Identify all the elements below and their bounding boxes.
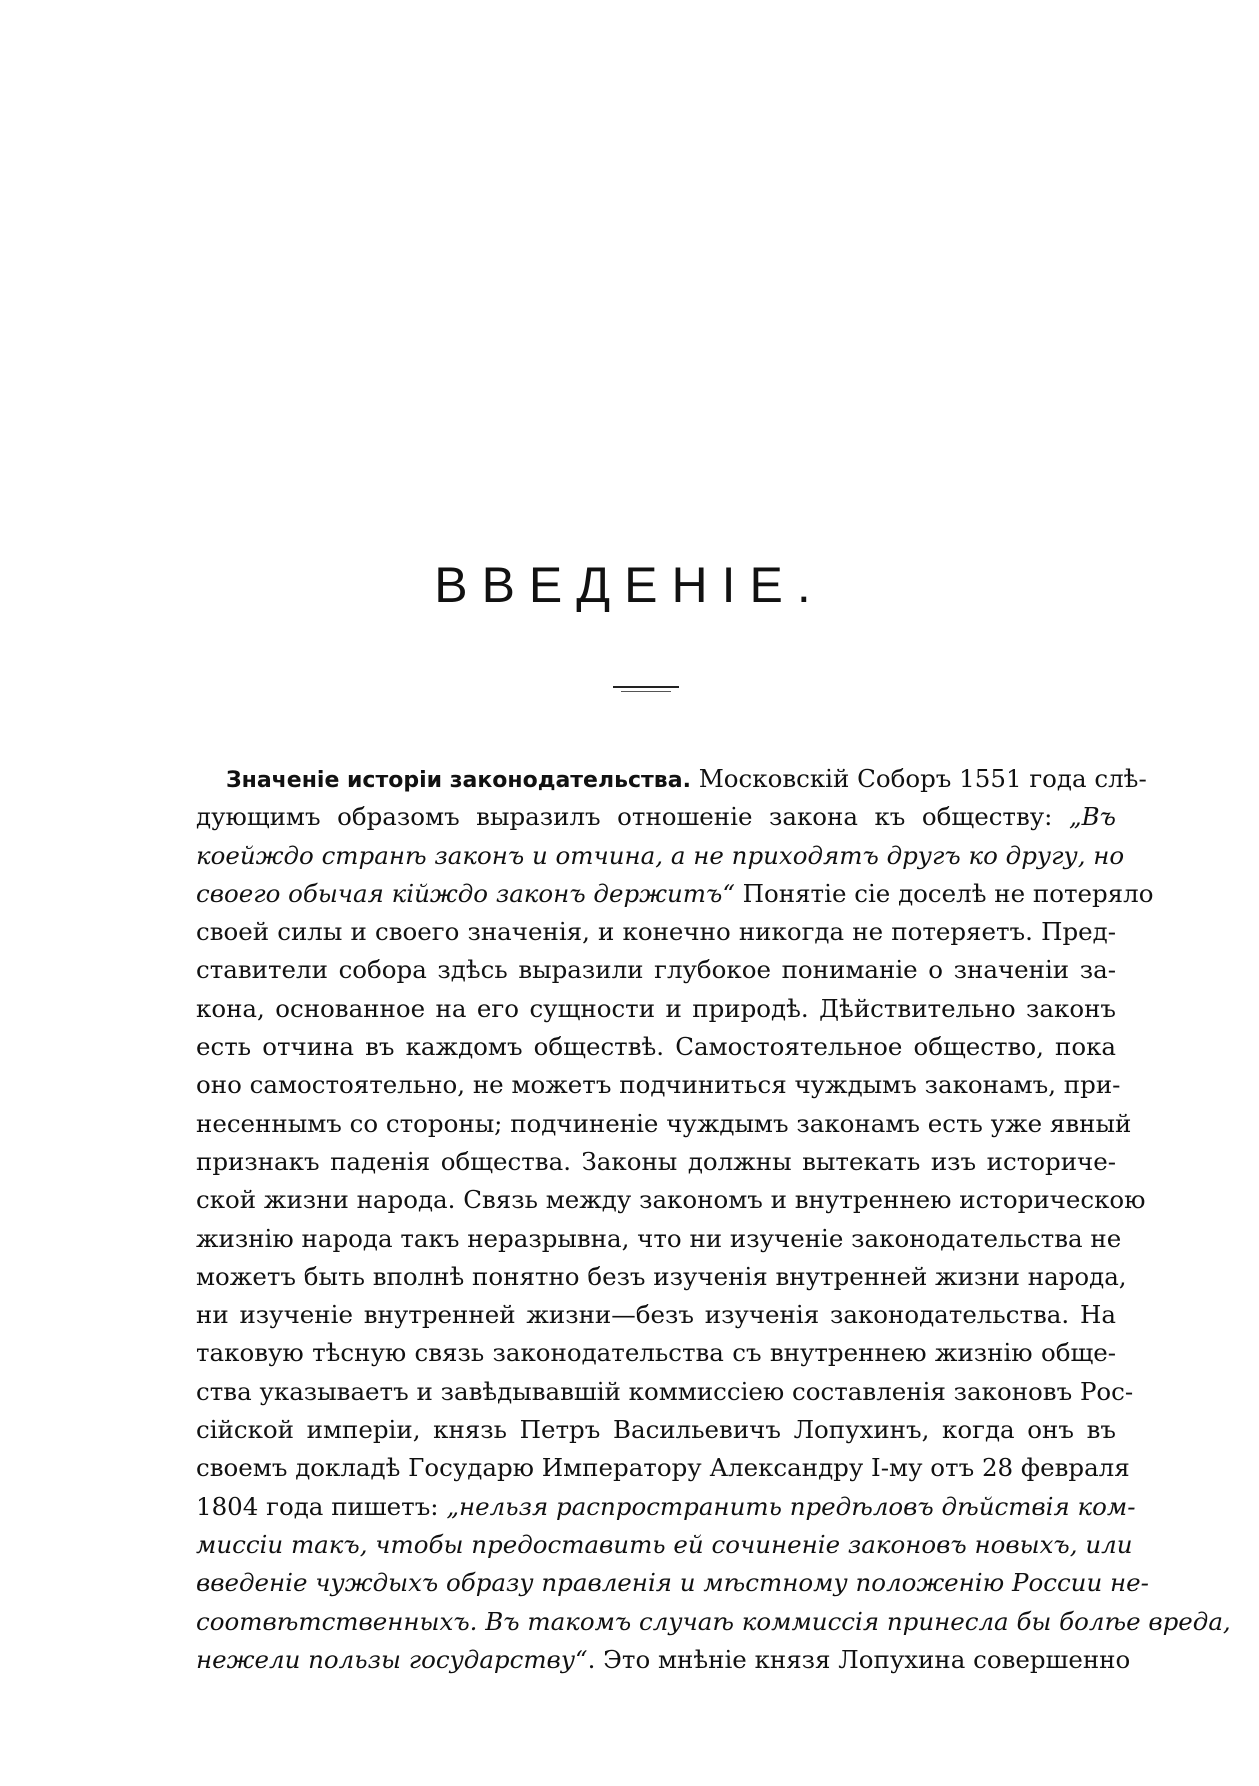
- paragraph-line: [196, 1564, 1149, 1602]
- paragraph-line: [196, 875, 1154, 913]
- paragraph-line: [196, 1296, 1116, 1334]
- line-text: признакъ паденія общества. Законы должны вытекать изъ историче-: [196, 1146, 1116, 1176]
- line-text: есть отчина въ каждомъ обществѣ. Самостоятельное общество, пока: [196, 1032, 1116, 1062]
- line-text: своемъ докладѣ Государю Императору Александру I-му отъ 28 февраля: [196, 1453, 1130, 1483]
- chapter-title: ВВЕДЕНІЕ.: [434, 557, 825, 613]
- italic-quote-text: своего обычая кійждо законъ держитъ“: [196, 878, 735, 908]
- line-text: кона, основанное на его сущности и природѣ. Дѣйствительно законъ: [196, 993, 1116, 1023]
- title-divider-under: [621, 691, 671, 692]
- line-text: Московскій Соборъ 1551 года слѣ-: [698, 764, 1147, 793]
- line-text: ни изученіе внутренней жизни—безъ изученія законодательства. На: [196, 1300, 1116, 1330]
- paragraph-line: [196, 1411, 1116, 1449]
- italic-quote-text: „Въ: [1068, 802, 1116, 832]
- line-text: таковую тѣсную связь законодательства съ внутреннею жизнію обще-: [196, 1338, 1116, 1368]
- paragraph-line: [196, 1105, 1132, 1143]
- line-text: ства указываетъ и завѣдывавшій коммиссіею составленія законовъ Рос-: [196, 1376, 1134, 1406]
- italic-quote-text: миссіи такъ, чтобы предоставить ей сочиненіе законовъ новыхъ, или: [196, 1529, 1133, 1559]
- paragraph-line: [196, 760, 1147, 798]
- paragraph-line: [196, 1143, 1116, 1181]
- line-text: оно самостоятельно, не можетъ подчиниться чуждымъ законамъ, при-: [196, 1070, 1121, 1100]
- line-text: ской жизни народа. Связь между закономъ и внутреннею историческою: [196, 1185, 1146, 1215]
- paragraph-line: [196, 951, 1116, 989]
- paragraph-line: [196, 1028, 1116, 1066]
- paragraph-line: [196, 1449, 1130, 1487]
- line-text: своей силы и своего значенія, и конечно никогда не потеряетъ. Пред-: [196, 917, 1116, 947]
- paragraph-line: [196, 1641, 1131, 1679]
- paragraph-line: [196, 1334, 1116, 1372]
- paragraph-line: [196, 1526, 1133, 1564]
- line-text: несеннымъ со стороны; подчиненіе чуждымъ законамъ есть уже явный: [196, 1108, 1132, 1138]
- italic-quote-text: соотвѣтственныхъ. Въ такомъ случаѣ коммиссія принесла бы болѣе вреда,: [196, 1606, 1231, 1636]
- paragraph-line: [196, 1066, 1121, 1104]
- line-text: дующимъ образомъ выразилъ отношеніе закона къ обществу:: [196, 802, 1069, 832]
- title-divider: [613, 686, 679, 688]
- paragraph-line: [196, 1603, 1231, 1641]
- line-text: . Это мнѣніе князя Лопухина совершенно: [587, 1644, 1131, 1674]
- paragraph-line: [196, 837, 1125, 875]
- paragraph-line: [196, 990, 1116, 1028]
- paragraph-line: [196, 1181, 1146, 1219]
- paragraph-line: [196, 798, 1116, 836]
- paragraph-line: [196, 1258, 1127, 1296]
- body-paragraph: [196, 760, 1231, 1679]
- paragraph-line: [196, 913, 1116, 951]
- line-text: сійской имперіи, князь Петръ Васильевичъ Лопухинъ, когда онъ въ: [196, 1415, 1116, 1445]
- section-heading: Значеніе исторіи законодательства.: [226, 768, 691, 793]
- line-text: можетъ быть вполнѣ понятно безъ изученія внутренней жизни народа,: [196, 1261, 1127, 1291]
- italic-quote-text: „нельзя распространить предѣловъ дѣйствія ком-: [446, 1491, 1136, 1521]
- paragraph-line: [196, 1488, 1136, 1526]
- line-text: Понятіе сіе доселѣ не потеряло: [734, 878, 1154, 908]
- line-text: 1804 года пишетъ:: [196, 1491, 447, 1521]
- paragraph-line: [196, 1373, 1134, 1411]
- line-text: жизнію народа такъ неразрывна, что ни изученіе законодательства не: [196, 1223, 1122, 1253]
- italic-quote-text: введеніе чуждыхъ образу правленія и мѣстному положенію России не-: [196, 1568, 1149, 1598]
- line-text: ставители собора здѣсь выразили глубокое пониманіе о значеніи за-: [196, 955, 1116, 985]
- paragraph-line: [196, 1220, 1122, 1258]
- italic-quote-text: коейждо странѣ законъ и отчина, а не приходятъ другъ ко другу, но: [196, 840, 1125, 870]
- italic-quote-text: нежели пользы государству“: [196, 1644, 588, 1674]
